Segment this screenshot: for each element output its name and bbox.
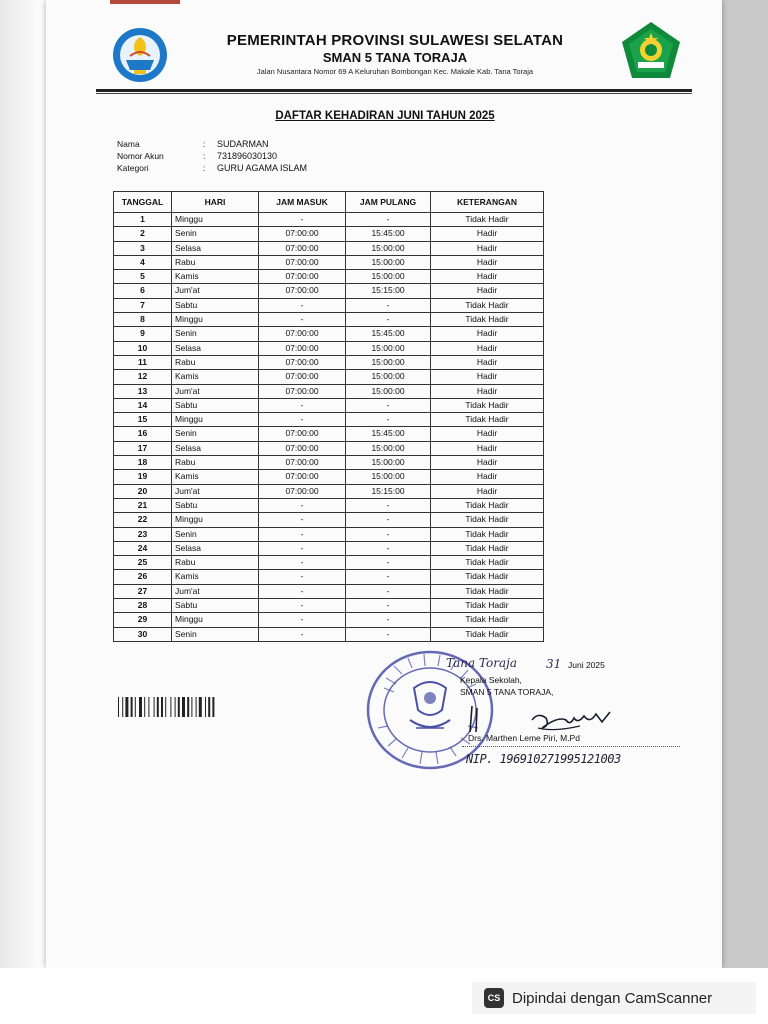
cell-day: Sabtu xyxy=(172,298,259,312)
table-row xyxy=(114,213,544,227)
cell-day: Selasa xyxy=(172,341,259,355)
table-row xyxy=(114,284,544,298)
cell-check-out: - xyxy=(346,498,431,512)
cell-date: 24 xyxy=(114,541,172,555)
cell-check-in: 07:00:00 xyxy=(259,484,346,498)
cell-check-out: 15:00:00 xyxy=(346,384,431,398)
table-row xyxy=(114,527,544,541)
cell-status: Tidak Hadir xyxy=(431,298,544,312)
header-school-name: SMAN 5 TANA TORAJA xyxy=(322,50,468,65)
attendance-table xyxy=(113,191,544,642)
cell-day: Kamis xyxy=(172,270,259,284)
cell-day: Senin xyxy=(172,427,259,441)
cell-day: Jum'at xyxy=(172,384,259,398)
cell-check-out: 15:45:00 xyxy=(346,327,431,341)
info-row-name xyxy=(117,139,307,151)
cell-check-in: - xyxy=(259,527,346,541)
cell-check-in: - xyxy=(259,313,346,327)
cell-check-out: - xyxy=(346,298,431,312)
info-row-category xyxy=(117,163,307,175)
table-row xyxy=(114,498,544,512)
cell-check-in: 07:00:00 xyxy=(259,341,346,355)
cell-status: Tidak Hadir xyxy=(431,398,544,412)
table-row xyxy=(114,370,544,384)
table-row xyxy=(114,427,544,441)
cell-day: Kamis xyxy=(172,370,259,384)
cell-date: 26 xyxy=(114,570,172,584)
cell-date: 29 xyxy=(114,613,172,627)
cell-check-out: 15:00:00 xyxy=(346,270,431,284)
cell-check-in: 07:00:00 xyxy=(259,255,346,269)
cell-day: Selasa xyxy=(172,541,259,555)
cell-status: Tidak Hadir xyxy=(431,570,544,584)
cell-check-out: 15:00:00 xyxy=(346,241,431,255)
cell-date: 27 xyxy=(114,584,172,598)
column-header-day: HARI xyxy=(172,192,259,213)
table-row xyxy=(114,470,544,484)
handwritten-signature xyxy=(462,702,612,736)
cell-day: Kamis xyxy=(172,470,259,484)
table-row xyxy=(114,484,544,498)
table-header-row xyxy=(114,192,544,213)
cell-check-out: - xyxy=(346,556,431,570)
table-row xyxy=(114,341,544,355)
cell-day: Jum'at xyxy=(172,284,259,298)
cell-check-in: - xyxy=(259,398,346,412)
cell-status: Tidak Hadir xyxy=(431,627,544,641)
table-row xyxy=(114,227,544,241)
cell-status: Tidak Hadir xyxy=(431,527,544,541)
table-row xyxy=(114,413,544,427)
cell-date: 30 xyxy=(114,627,172,641)
cell-check-out: - xyxy=(346,413,431,427)
table-row xyxy=(114,441,544,455)
cell-check-out: 15:15:00 xyxy=(346,484,431,498)
cell-check-out: - xyxy=(346,398,431,412)
table-row xyxy=(114,613,544,627)
cell-date: 13 xyxy=(114,384,172,398)
cell-check-in: 07:00:00 xyxy=(259,270,346,284)
cell-status: Tidak Hadir xyxy=(431,513,544,527)
info-label: Kategori xyxy=(117,163,149,173)
table-row xyxy=(114,627,544,641)
cell-date: 7 xyxy=(114,298,172,312)
cell-date: 4 xyxy=(114,255,172,269)
table-row xyxy=(114,313,544,327)
cell-status: Hadir xyxy=(431,484,544,498)
cell-day: Sabtu xyxy=(172,398,259,412)
cell-check-out: - xyxy=(346,627,431,641)
cell-day: Minggu xyxy=(172,313,259,327)
cell-check-in: 07:00:00 xyxy=(259,427,346,441)
cell-check-in: 07:00:00 xyxy=(259,355,346,369)
cell-day: Rabu xyxy=(172,355,259,369)
cell-check-in: 07:00:00 xyxy=(259,327,346,341)
cell-date: 14 xyxy=(114,398,172,412)
column-header-date: TANGGAL xyxy=(114,192,172,213)
cell-check-out: 15:45:00 xyxy=(346,427,431,441)
table-row xyxy=(114,570,544,584)
cell-check-out: 15:00:00 xyxy=(346,441,431,455)
cell-day: Sabtu xyxy=(172,599,259,613)
cell-check-in: - xyxy=(259,413,346,427)
cell-date: 16 xyxy=(114,427,172,441)
cell-check-in: - xyxy=(259,627,346,641)
info-separator: : xyxy=(203,139,206,149)
cell-check-in: 07:00:00 xyxy=(259,470,346,484)
info-block xyxy=(117,139,307,175)
header-title: PEMERINTAH PROVINSI SULAWESI SELATAN xyxy=(226,32,564,49)
cell-check-out: 15:00:00 xyxy=(346,341,431,355)
cell-day: Senin xyxy=(172,227,259,241)
cell-date: 9 xyxy=(114,327,172,341)
header-address: Jalan Nusantara Nomor 69 A Keluruhan Bombongan Kec. Makale Kab. Tana Toraja xyxy=(256,67,534,76)
cell-check-in: - xyxy=(259,213,346,227)
cell-date: 28 xyxy=(114,599,172,613)
signature-role-line1: Kepala Sekolah, xyxy=(460,675,522,685)
cell-date: 22 xyxy=(114,513,172,527)
svg-text:31: 31 xyxy=(546,657,562,671)
cell-date: 25 xyxy=(114,556,172,570)
cell-check-out: - xyxy=(346,213,431,227)
signature-role xyxy=(460,674,553,698)
info-value: GURU AGAMA ISLAM xyxy=(217,163,308,173)
cell-day: Jum'at xyxy=(172,484,259,498)
cell-day: Senin xyxy=(172,527,259,541)
table-row xyxy=(114,298,544,312)
cell-check-out: - xyxy=(346,613,431,627)
signature-name: Drs. Marthen Leme Piri, M.Pd xyxy=(468,733,580,743)
tut-wuri-handayani-logo xyxy=(110,26,170,84)
cell-check-out: - xyxy=(346,313,431,327)
cell-status: Hadir xyxy=(431,284,544,298)
cell-check-in: 07:00:00 xyxy=(259,370,346,384)
cell-check-in: 07:00:00 xyxy=(259,441,346,455)
info-value: 731896030130 xyxy=(217,151,278,161)
cell-day: Jum'at xyxy=(172,584,259,598)
cell-date: 6 xyxy=(114,284,172,298)
signature-nip-handwritten: NIP. 196910271995121003 xyxy=(466,752,621,766)
cell-day: Sabtu xyxy=(172,498,259,512)
cell-check-out: - xyxy=(346,570,431,584)
cell-check-out: - xyxy=(346,599,431,613)
column-header-check-in: JAM MASUK xyxy=(259,192,346,213)
info-label: Nama xyxy=(117,139,140,149)
cell-day: Minggu xyxy=(172,513,259,527)
cell-status: Tidak Hadir xyxy=(431,213,544,227)
cell-status: Hadir xyxy=(431,355,544,369)
table-row xyxy=(114,327,544,341)
cell-check-out: 15:00:00 xyxy=(346,355,431,369)
scan-left-edge xyxy=(0,0,46,1024)
cell-status: Tidak Hadir xyxy=(431,313,544,327)
column-header-status: KETERANGAN xyxy=(431,192,544,213)
cell-date: 8 xyxy=(114,313,172,327)
scan-artifact xyxy=(110,0,180,4)
cell-check-in: 07:00:00 xyxy=(259,227,346,241)
cell-check-in: - xyxy=(259,498,346,512)
cell-check-out: 15:00:00 xyxy=(346,255,431,269)
table-row xyxy=(114,541,544,555)
cell-date: 12 xyxy=(114,370,172,384)
cell-date: 15 xyxy=(114,413,172,427)
cell-date: 1 xyxy=(114,213,172,227)
cell-check-in: - xyxy=(259,556,346,570)
signature-month-year: Juni 2025 xyxy=(568,660,605,670)
table-row xyxy=(114,584,544,598)
cell-check-out: - xyxy=(346,584,431,598)
cell-status: Hadir xyxy=(431,255,544,269)
table-row xyxy=(114,556,544,570)
cell-status: Tidak Hadir xyxy=(431,413,544,427)
column-header-check-out: JAM PULANG xyxy=(346,192,431,213)
cell-date: 19 xyxy=(114,470,172,484)
header-divider-thin xyxy=(96,93,692,94)
cell-day: Minggu xyxy=(172,613,259,627)
table-row xyxy=(114,270,544,284)
table-row xyxy=(114,513,544,527)
cell-status: Hadir xyxy=(431,241,544,255)
cell-status: Hadir xyxy=(431,441,544,455)
cell-status: Hadir xyxy=(431,470,544,484)
camscanner-label: Dipindai dengan CamScanner xyxy=(512,989,713,1007)
cell-check-in: - xyxy=(259,513,346,527)
cell-status: Tidak Hadir xyxy=(431,584,544,598)
cell-status: Hadir xyxy=(431,384,544,398)
cell-date: 11 xyxy=(114,355,172,369)
cell-status: Hadir xyxy=(431,456,544,470)
cell-day: Senin xyxy=(172,627,259,641)
cell-check-in: - xyxy=(259,570,346,584)
cell-check-in: 07:00:00 xyxy=(259,456,346,470)
cell-day: Rabu xyxy=(172,556,259,570)
header-divider xyxy=(96,89,692,92)
cell-status: Tidak Hadir xyxy=(431,556,544,570)
table-row xyxy=(114,456,544,470)
cell-day: Rabu xyxy=(172,255,259,269)
cell-check-in: - xyxy=(259,298,346,312)
cell-status: Hadir xyxy=(431,370,544,384)
cell-check-out: 15:00:00 xyxy=(346,456,431,470)
cell-check-out: 15:00:00 xyxy=(346,470,431,484)
cell-status: Tidak Hadir xyxy=(431,541,544,555)
cell-date: 10 xyxy=(114,341,172,355)
cell-day: Minggu xyxy=(172,213,259,227)
info-separator: : xyxy=(203,151,206,161)
cell-status: Tidak Hadir xyxy=(431,599,544,613)
cell-check-out: - xyxy=(346,541,431,555)
cell-day: Minggu xyxy=(172,413,259,427)
table-row xyxy=(114,384,544,398)
svg-text:Tana Toraja: Tana Toraja xyxy=(446,656,517,670)
info-value: SUDARMAN xyxy=(217,139,269,149)
info-separator: : xyxy=(203,163,206,173)
camscanner-badge xyxy=(472,982,756,1014)
cell-status: Hadir xyxy=(431,227,544,241)
cell-date: 17 xyxy=(114,441,172,455)
table-row xyxy=(114,398,544,412)
table-row xyxy=(114,255,544,269)
cell-check-in: 07:00:00 xyxy=(259,284,346,298)
cell-status: Tidak Hadir xyxy=(431,613,544,627)
cell-check-out: - xyxy=(346,513,431,527)
cell-status: Hadir xyxy=(431,327,544,341)
cell-check-in: - xyxy=(259,584,346,598)
cell-check-out: 15:00:00 xyxy=(346,370,431,384)
camscanner-icon: CS xyxy=(484,988,504,1008)
cell-date: 3 xyxy=(114,241,172,255)
cell-status: Tidak Hadir xyxy=(431,498,544,512)
cell-status: Hadir xyxy=(431,270,544,284)
cell-check-in: - xyxy=(259,599,346,613)
cell-date: 2 xyxy=(114,227,172,241)
cell-date: 23 xyxy=(114,527,172,541)
info-label: Nomor Akun xyxy=(117,151,164,161)
cell-check-in: - xyxy=(259,613,346,627)
barcode xyxy=(118,697,238,717)
cell-check-in: 07:00:00 xyxy=(259,241,346,255)
cell-day: Rabu xyxy=(172,456,259,470)
cell-day: Kamis xyxy=(172,570,259,584)
cell-date: 5 xyxy=(114,270,172,284)
table-row xyxy=(114,355,544,369)
cell-check-out: 15:15:00 xyxy=(346,284,431,298)
cell-date: 18 xyxy=(114,456,172,470)
signature-role-line2: SMAN 5 TANA TORAJA, xyxy=(460,687,554,697)
cell-date: 20 xyxy=(114,484,172,498)
cell-day: Selasa xyxy=(172,241,259,255)
cell-check-out: 15:45:00 xyxy=(346,227,431,241)
signature-dotted-line xyxy=(462,746,680,747)
cell-check-out: - xyxy=(346,527,431,541)
cell-status: Hadir xyxy=(431,341,544,355)
table-row xyxy=(114,241,544,255)
cell-date: 21 xyxy=(114,498,172,512)
cell-check-in: 07:00:00 xyxy=(259,384,346,398)
cell-status: Hadir xyxy=(431,427,544,441)
cell-day: Selasa xyxy=(172,441,259,455)
table-row xyxy=(114,599,544,613)
cell-day: Senin xyxy=(172,327,259,341)
info-row-account xyxy=(117,151,307,163)
kemenag-logo xyxy=(618,20,684,86)
document-title: DAFTAR KEHADIRAN JUNI TAHUN 2025 xyxy=(275,110,495,122)
cell-check-in: - xyxy=(259,541,346,555)
